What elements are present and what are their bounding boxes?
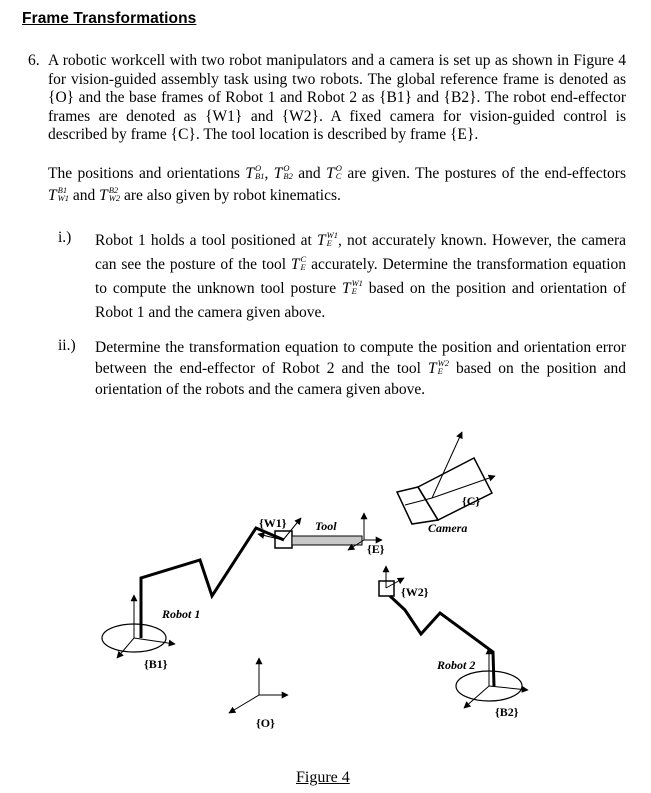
question-number: 6. (28, 52, 40, 69)
given-text-2: and (298, 165, 321, 182)
symbol-t-c-e: T C E (290, 254, 307, 273)
part-ii-text: Determine the transformation equation to compute the position and orientation error between the end-effector of Robot 2 and the tool T W2 E based on the position and orientation of the robots and the camera given above. (95, 339, 626, 398)
section-heading: Frame Transformations (22, 10, 197, 27)
given-text-3: are given. The postures of the end-effectors (347, 165, 626, 182)
given-text-5: are also given by robot kinematics. (123, 187, 341, 204)
part-i-label: i.) (58, 229, 72, 246)
symbol-t-w1-e: T W1 E (317, 230, 338, 249)
given-text-1: The positions and orientations (48, 165, 240, 182)
tool (292, 536, 362, 545)
label-robot1: Robot 1 (162, 607, 201, 621)
label-b1: {B1} (144, 657, 168, 671)
symbol-t-o-b1: T O B1 (245, 163, 265, 182)
label-e: {E} (367, 542, 385, 556)
question-intro: A robotic workcell with two robot manipulators and a camera is set up as shown in Figure 4 for vision-guided assembly task using two robots. The global reference frame is denoted as {O} and the base frames of Robot 1 and Robot 2 as {B1} and {B2}. The robot end-effector frames are denoted as {W1} and {W2}. A fixed camera for vision-guided control is described by frame {C}. The tool location is described by frame {E}. (48, 52, 626, 144)
symbol-t-w1-e-2: T W1 E (341, 278, 363, 297)
o-frame (229, 658, 288, 713)
symbol-t-o-b2: T O B2 (273, 163, 293, 182)
label-camera: Camera (428, 521, 468, 535)
label-o: {O} (256, 716, 275, 730)
label-tool: Tool (315, 519, 337, 533)
figure-caption: Figure 4 (296, 769, 350, 786)
label-c: {C} (462, 494, 481, 508)
label-b2: {B2} (495, 705, 519, 719)
robot1-base (102, 595, 175, 658)
robot1-arm (141, 528, 284, 638)
camera (397, 432, 495, 524)
figure-4-diagram (0, 400, 651, 770)
symbol-t-o-c: T O C (326, 163, 342, 182)
label-robot2: Robot 2 (437, 658, 476, 672)
label-w2: {W2} (401, 585, 429, 599)
label-w1: {W1} (259, 516, 287, 530)
symbol-t-b2-w2: T B2 W2 (99, 185, 121, 204)
given-paragraph: The positions and orientations T O B1 , T O B2 and T O C are given. The postures of the end-effectors T B1 W1 and T B2 W2 are also given by robot kinematics. (48, 163, 626, 207)
robot2-arm (390, 596, 494, 686)
given-text-4: and (72, 187, 96, 204)
part-ii-label: ii.) (58, 337, 76, 354)
symbol-t-w2-e: T W2 E (427, 358, 449, 377)
part-i-text: Robot 1 holds a tool positioned at T W1 E , not accurately known. However, the camera can see the posture of the tool T C E accurately. Determine the transformation equation to compute the unknown tool posture T W1 E based on the position and orientation of Robot 1 and the camera given above. (95, 230, 627, 321)
symbol-t-b1-w1: T B1 W1 (48, 185, 69, 204)
